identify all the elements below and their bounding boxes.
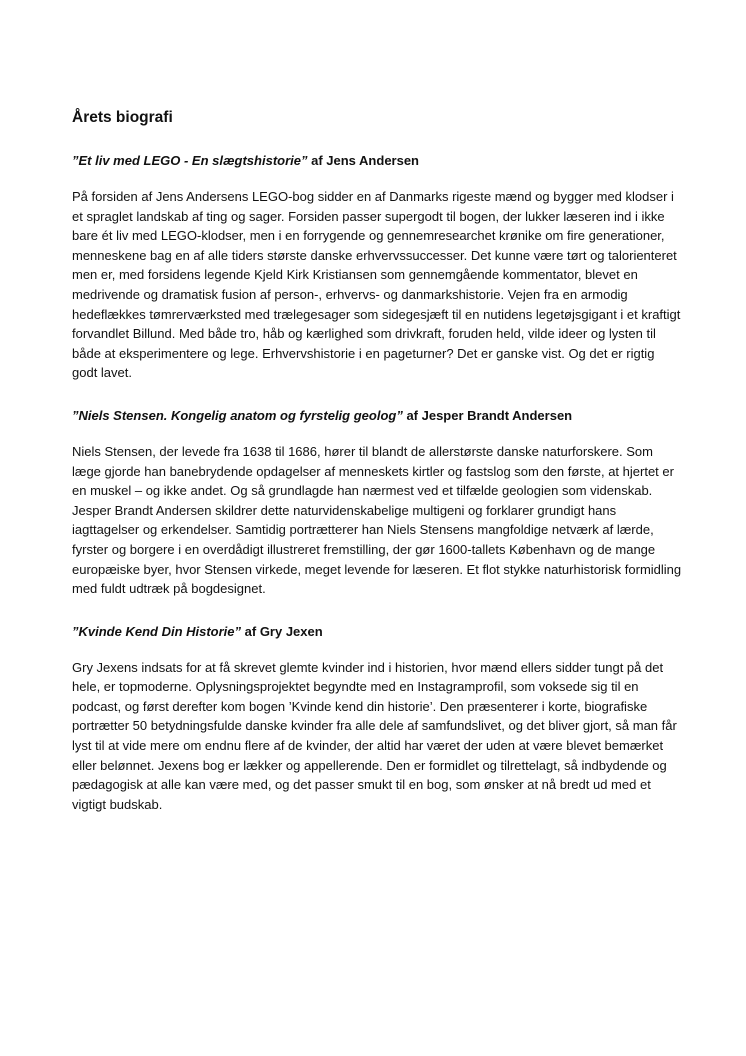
- document-title: Årets biografi: [72, 109, 173, 126]
- entry-body: Gry Jexens indsats for at få skrevet glemte kvinder ind i historien, hvor mænd ellers sidder tungt på det hele, er topmoderne. Oplysningsprojektet begyndte med en Instagramprofil, som voksede sig til en podcast, og først derefter kom bogen ’Kvinde kend din historie’. Den præsenterer i korte, biografiske portrætter 50 betydningsfulde danske kvinder fra alle dele af samfundslivet, og det bliver gjort, så man får lyst til at vide mere om endnu flere af de kvinder, der altid har været der uden at være blevet bemærket eller belønnet. Jexens bog er lækker og appellerende. Den er formidlet og tilrettelagt, så indbydende og pædagogisk at alle kan være med, og det passer smukt til en bog, som ønsker at nå bredt ud med et vigtigt budskab.: [72, 659, 677, 812]
- entry-heading: [72, 623, 686, 641]
- entry-body: Niels Stensen, der levede fra 1638 til 1686, hører til blandt de allerstørste danske naturforskere. Som læge gjorde han banebrydende opdagelser af menneskets kirtler og fastslog som den første, at hjertet er en muskel – og ikke andet. Og så grundlagde han nærmest ved et tilfælde geologien som videnskab. Jesper Brandt Andersen skildrer dette naturvidenskabelige multigeni og forklarer grundigt hans iagttagelser og erkendelser. Samtidig portrætterer han Niels Stensens mangfoldige netværk af lærde, fyrster og borgere i en overdådigt illustreret fremstilling, der gør 1600-tallets København og de mange europæiske byer, hvor Stensen virkede, meget levende for læseren. Et flot stykke naturhistorisk formidling med fuldt udtræk på bogdesignet.: [72, 443, 682, 597]
- book-title: ”Kvinde Kend Din Historie”: [72, 623, 242, 639]
- biography-entry-stensen: [72, 407, 686, 599]
- book-author: af Jens Andersen: [307, 153, 420, 168]
- book-title: ”Et liv med LEGO - En slægtshistorie”: [72, 153, 308, 168]
- book-author: af Gry Jexen: [241, 623, 323, 639]
- book-author: af Jesper Brandt Andersen: [402, 407, 573, 423]
- entry-heading: [72, 152, 686, 170]
- book-title: ”Niels Stensen. Kongelig anatom og fyrstelig geolog”: [72, 407, 403, 423]
- biography-entry-kvinde: [72, 623, 686, 815]
- entry-body: På forsiden af Jens Andersens LEGO-bog sidder en af Danmarks rigeste mænd og bygger med klodser i et spraglet landskab af ting og sager. Forsiden passer supergodt til bogen, der lukker læseren ind i ikke bare ét liv med LEGO-klodser, men i en forrygende og gennemresearchet krønike om fire generationer, menneskene bag en af alle tiders største danske erhvervssuccesser. Det kunne være tørt og talorienteret men er, med forsidens legende Kjeld Kirk Kristiansen som gennemgående kommentator, blevet en medrivende og dramatisk fusion af person-, erhvervs- og danmarkshistorie. Vejen fra en armodig hedeflække​s tømrerværksted med trælegesager som sidegesjæft til en nutidens legetøjsgigant i et kraftigt forvandlet Billund. Med både tro, håb og kærlighed som drivkraft, foruden held, vilde ideer og lysten til både at eksperimentere og lege. Erhvervshistorie i en pageturner? Det er ganske vist. Og det er rigtig godt lavet.: [72, 189, 681, 381]
- biography-entry-lego: [72, 152, 686, 383]
- entry-heading: [72, 407, 686, 425]
